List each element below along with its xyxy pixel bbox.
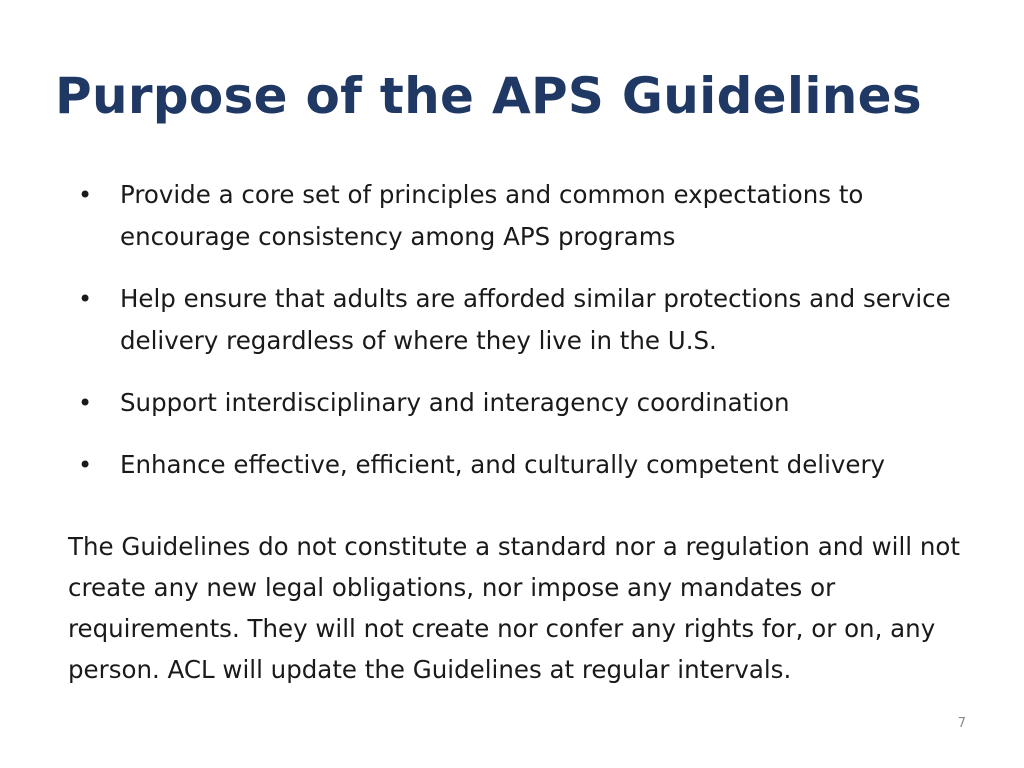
bullet-text: Provide a core set of principles and common expectations to encourage consistency among APS programs bbox=[120, 180, 864, 251]
bullet-item bbox=[78, 278, 998, 362]
bullet-item bbox=[78, 382, 998, 424]
bullet-text: Enhance effective, efficient, and culturally competent delivery bbox=[120, 450, 886, 479]
bullet-item bbox=[78, 444, 998, 486]
bullet-text: Support interdisciplinary and interagency coordination bbox=[120, 388, 790, 417]
bullet-icon: • bbox=[78, 181, 93, 209]
bullet-text: Help ensure that adults are afforded similar protections and service delivery regardless of where they live in the U.S. bbox=[120, 284, 951, 355]
slide-title: Purpose of the APS Guidelines bbox=[55, 67, 922, 125]
disclaimer-paragraph: The Guidelines do not constitute a standard nor a regulation and will not create any new legal obligations, nor impose any mandates or requirements. They will not create nor confer any rights for, or on, any person. ACL will update the Guidelines at regular intervals. bbox=[68, 532, 960, 684]
slide-number: 7 bbox=[957, 716, 966, 731]
bullet-list bbox=[78, 174, 998, 506]
bullet-item bbox=[78, 174, 998, 258]
bullet-icon: • bbox=[78, 451, 93, 479]
bullet-icon: • bbox=[78, 389, 93, 417]
bullet-icon: • bbox=[78, 285, 93, 313]
